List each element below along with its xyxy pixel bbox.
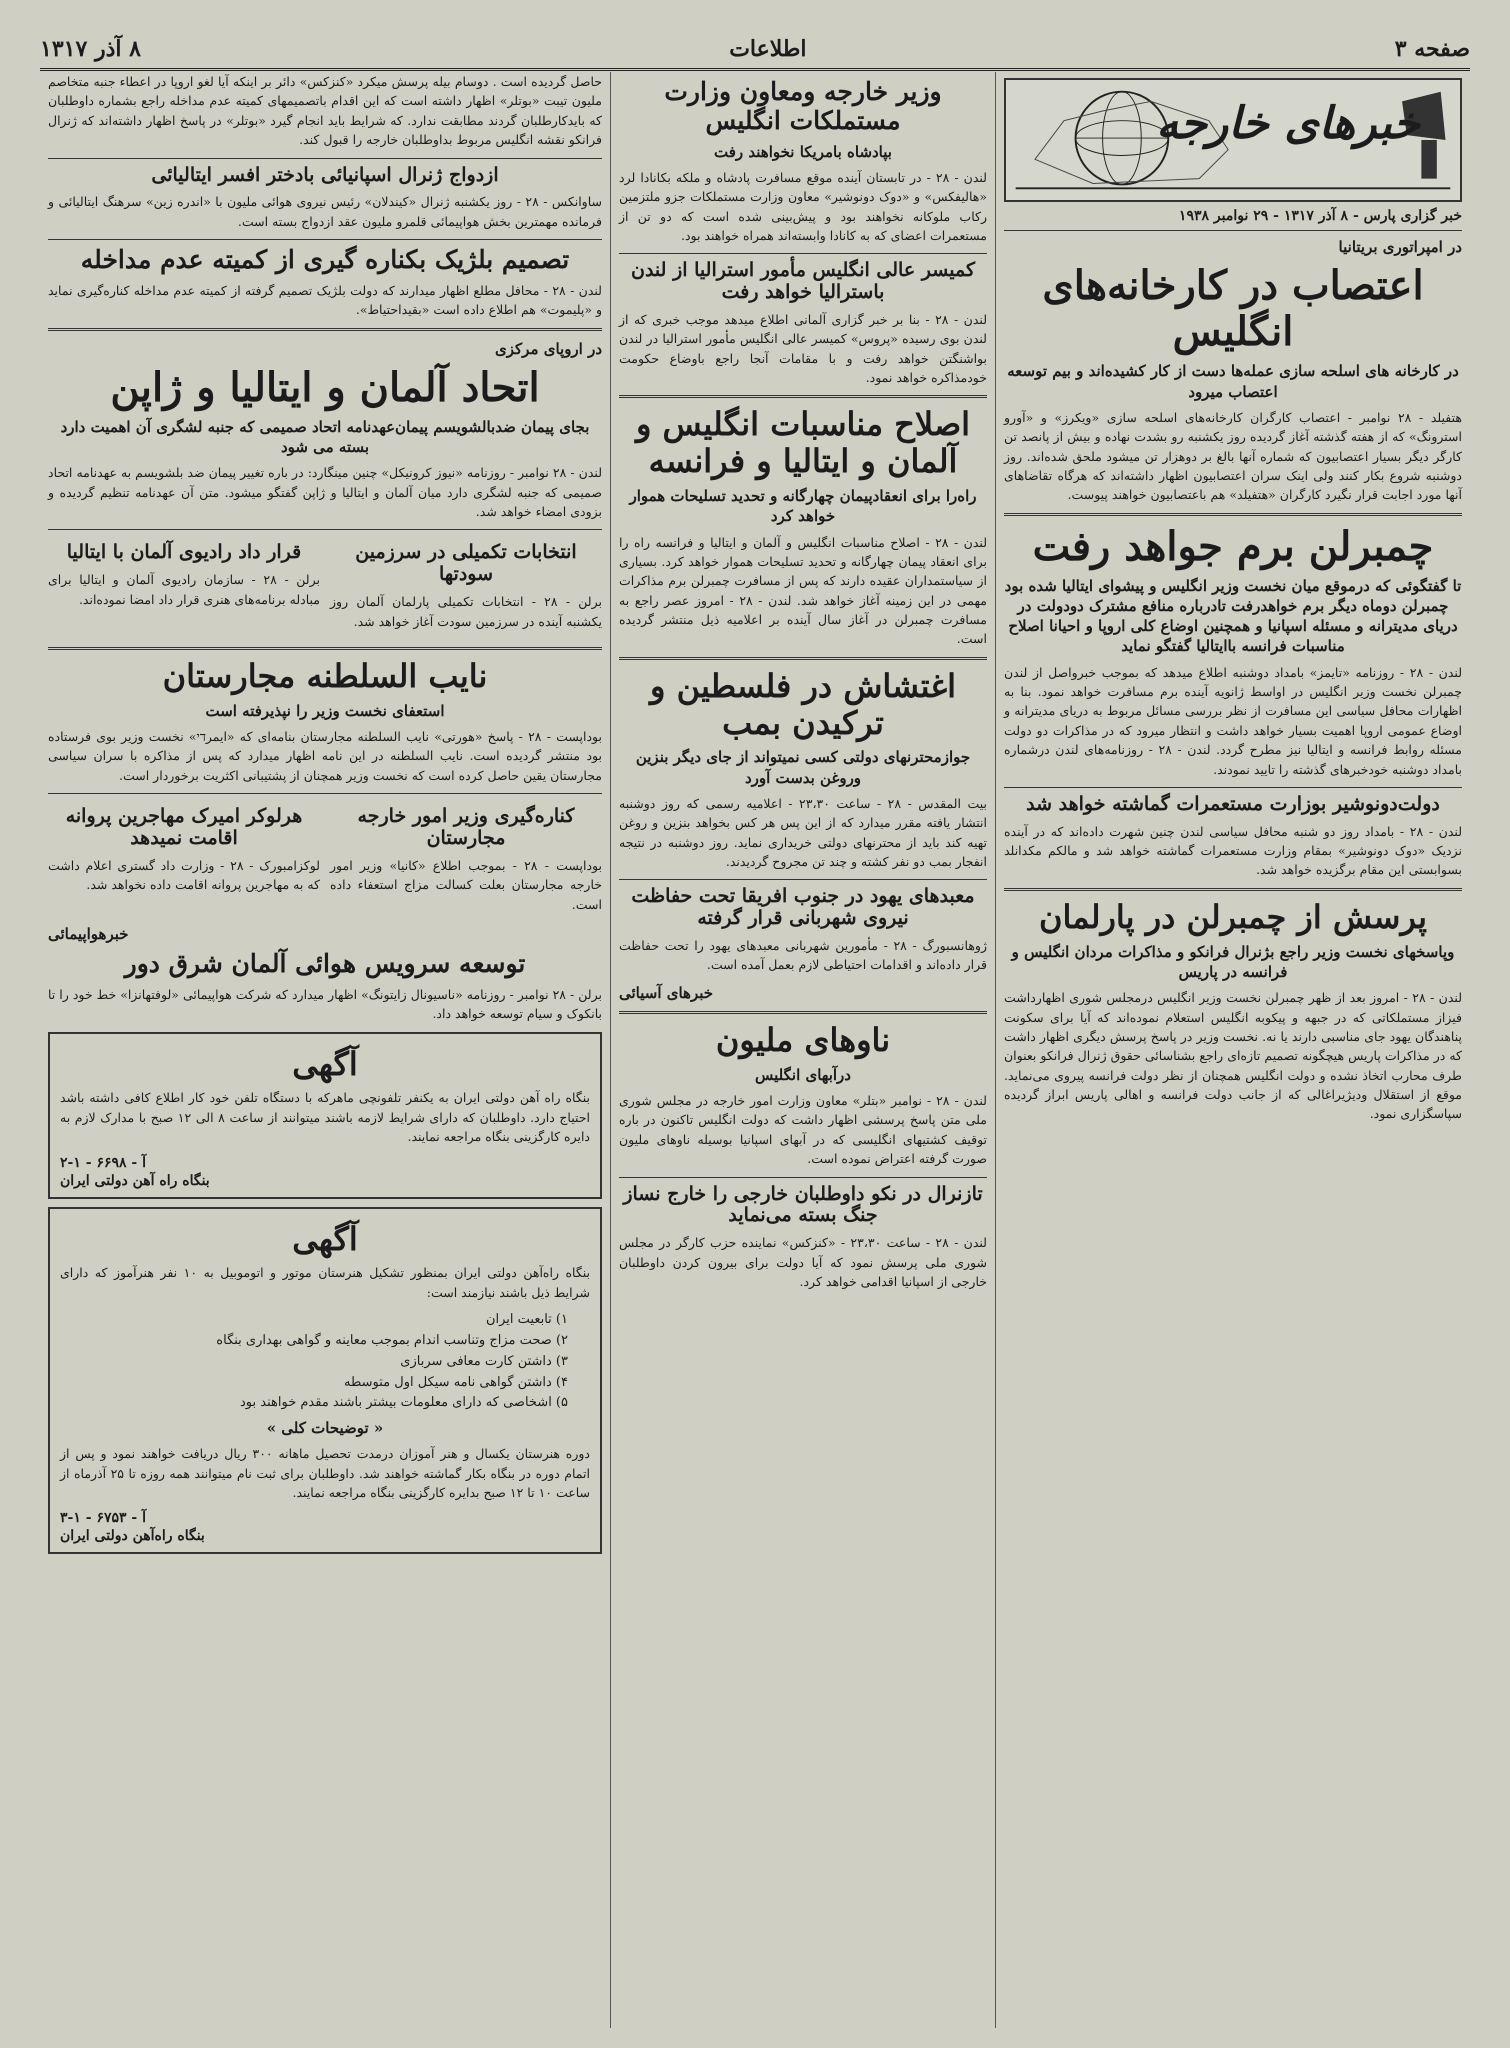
headline-strike: اعتصاب در کارخانه‌های انگلیس [1042, 262, 1424, 356]
bureau-line: خبر گزاری پارس - ۸ آذر ۱۳۱۷ - ۲۹ نوامبر ۱۹۳۸ [1178, 208, 1462, 224]
article-marriage: ساوانکس - ۲۸ - روز یکشنبه ژنرال «کیندلان» رئیس نیروی هوائی ملیون با «اندره زین» سرهنگ ایتالیائی و فرمانده مهمترین بخش هواپیمائی قلمرو ملیون عقد ازدواج بسته است. [48, 194, 603, 229]
subhead-axis-alliance: بجای پیمان ضدبالشویسم پیمان‌عهدنامه اتحاد صمیمی که جنبه لشگری آن اهمیت دارد بسته می شود [60, 417, 590, 457]
article-strike: هتفیلد - ۲۸ نوامبر - اعتصاب کارگران کارخانه‌های اسلحه سازی «ویکرز» و «آورو استرونگ» که از هفته گذشته آغاز گردیده روز یکشنبه رو بشدت نهاده و بیش از پانصد تن کارگر دیگر بسیار اعتصابیون که شماره آنها بالغ بر دوهزار تن میشود ملحق شده‌اند. روز دوشنبه شروع بکار کنند ولی اینک سران اعتصابیون اظهار داشته‌اند که هرگاه تقاضاهای آنها مورد اجابت قرار نگیرد کارگران «هتفیلد» هم باعتصابیون خواهند پیوست. [1004, 409, 1462, 503]
subhead-nationalist-ships: درآبهای انگلیس [755, 1065, 851, 1084]
article-hungary: بوداپست - ۲۸ - پاسخ «هورتی» نایب السلطنه مجارستان بنامه‌ای که «ایمرדי» نخست وزیر بوی فرستاده بود منتشر گردیده است. نایب السلطنه در این نامه اظهار میدارد که پس از مذاکره با سران سیاسی مجارستان یقین حاصل کرده است که نخست وزیر همچنان از پشتیبانی اکثریت برخوردار است. [48, 728, 602, 783]
advertisement-1 [48, 1032, 602, 1199]
headline-radio: قرار داد رادیوی آلمان با ایتالیا [66, 541, 302, 564]
article-radio: برلن - ۲۸ - سازمان رادیوی آلمان و ایتالیا برای مبادله برنامه‌های هنری قرار داد امضا نموده‌اند. [48, 572, 320, 607]
list-item: ۲) صحت مزاج وتناسب اندام بموجب معاینه و گواهی بهداری بنگاه [216, 1332, 568, 1348]
article-franco-volunteers: لندن - ۲۸ - ساعت ۲۳،۳۰ - «کنزکس» نماینده حزب کارگر در مجلس شوری ملی پرسش نمود که آیا دولت برای بیرون کردن داوطلبان خارجی از اسپانیا اقدامی خواهد کرد. [619, 1235, 987, 1290]
headline-air-service: توسعه سرویس هوائی آلمان شرق دور [124, 949, 526, 979]
headline-nationalist-ships: ناوهای ملیون [715, 1021, 891, 1060]
ad1-text: بنگاه راه آهن دولتی ایران به یکنفر تلفونچی ماهرکه با دستگاه تلفن خود کار اطلاع کافی داشته باشد احتیاج دارد. داوطلبان که دارای شرایط لازمه باشند میتوانند از ساعت ۸ الی ۱۲ صبح با مدارک لازم به دایره کارگزینی بنگاه مراجعه نمایند. [60, 1090, 590, 1145]
article-palestine: بیت المقدس - ۲۸ - ساعت ۲۳،۳۰ - اعلامیه رسمی که روز دوشنبه انتشار یافته مقرر میدارد که از این پس هر کس بخواهد بنزین و روغن تهیه کند باید از محترنهای دولتی خریداری نماید. روز دوشنبه در نتیجه انفجار بمب دو نفر کشته و چند تن مجروح گردیدند. [619, 795, 987, 869]
ad1-title: آگهی [292, 1044, 358, 1083]
paper-name: اطلاعات [729, 36, 807, 62]
ad1-ref: آ - ۶۶۹۸ - ۱-۲ [60, 1154, 146, 1171]
article-relations: لندن - ۲۸ - اصلاح مناسبات انگلیس و آلمان و ایتالیا و فرانسه راه را برای انعقاد پیمان چهارگانه و تحدید تسلیحات هموار خواهد کرد. بسیاری از سیاستمداران عقیده دارند که پس از مسافرت چمبرلن برم مذاکرات مهمی در این زمینه آغاز خواهد شد. لندن - ۲۸ - امروز عصر راجع به مسافرت چمبرلن در آغاز سال آینده بر اعلامیه ذیل منتشر گردیده است. [619, 534, 988, 647]
article-belgium: لندن - ۲۸ - محافل مطلع اظهار میدارند که دولت بلژیک تصمیم گرفته از کمیته عدم مداخله کناره‌گیری نماید و «پلیموت» هم اطلاع داده است «بقیداحتیاط». [48, 282, 602, 318]
headline-south-africa: معبدهای یهود در جنوب افریقا تحت حفاظت نیروی شهربانی قرار گرفته [631, 885, 975, 930]
kicker-central-europe: در اروپای مرکزی [495, 339, 602, 358]
ad2-note-title: « توضیحات کلی » [266, 1419, 384, 1438]
article-south-africa: ژوهانسبورگ - ۲۸ - مأمورین شهربانی معبدهای یهود را تحت حفاظت قرار داده‌اند و اقدامات احتیاطی لازم بعمل آمده است. [619, 938, 987, 973]
ad2-title: آگهی [292, 1219, 358, 1258]
headline-palestine: اغتشاش در فلسطین و ترکیدن بمب [650, 666, 956, 742]
subhead-strike: در کارخانه های اسلحه سازی عمله‌ها دست از کار کشیده‌اند و بیم توسعه اعتصاب میرود [1007, 362, 1459, 401]
article-commissioner: لندن - ۲۸ - بنا بر خبر گزاری آلمانی اطلاع میدهد موجب خبری که از لندن بوی رسیده «پروس» کمیسر عالی انگلیس مأمور استرالیا در لندن بواشنگتن خواهد رفت و با مقامات آنجا راجع باوضاع حکومت خودمذاکره خواهد نمود. [619, 311, 988, 386]
ad1-sign: بنگاه راه آهن دولتی ایران [60, 1172, 210, 1189]
two-column-briefs-2 [48, 800, 602, 922]
headline-hungary: نایب السلطنه مجارستان [162, 656, 488, 695]
article-axis-alliance: لندن - ۲۸ نوامبر - روزنامه «نیوز کرونیکل» چنین مینگارد: در باره تغییر پیمان ضد بلشویسم به عهدنامه اتحاد صمیمی که جنبه لشگری دارد میان آلمان و ایتالیا و ژاپن گفتگو میشود. متن آن عهدنامه تنظیم گردیده و بزودی امضاء خواهد شد. [48, 465, 602, 520]
kicker: در امپراتوری بریتانیا [1338, 238, 1462, 256]
subhead-foreign-minister: بپادشاه بامریکا نخواهند رفت [714, 142, 892, 161]
article-colonies: لندن - ۲۸ - بامداد روز دو شنبه محافل سیاسی لندن چنین شهرت داده‌اند که در آینده نزدیک «دوک دونوشیر» بمقام وزارت مستعمرات گماشته خواهد شد و مالکم مکدانلد بسوابستی این مقام برگزیده خواهد شد. [1004, 823, 1463, 878]
subhead-palestine: جوازمحترنهای دولتی کسی نمیتواند از جای دیگر بنزین وروغن بدست آورد [635, 748, 971, 787]
column-middle [610, 72, 995, 2028]
list-item: ۴) داشتن گواهی نامه سیکل اول متوسطه [344, 1374, 568, 1390]
column-left [40, 72, 610, 2028]
asia-news-tag: خبرهای آسیائی [619, 983, 714, 1002]
headline-relations: اصلاح مناسبات انگلیس و آلمان و ایتالیا و فرانسه [635, 405, 971, 481]
subhead-hungary: استعفای نخست وزیر را نپذیرفته است [205, 701, 445, 720]
advertisement-2 [48, 1207, 602, 1555]
article-chamberlain-rome: لندن - ۲۸ - روزنامه «تایمز» بامداد دوشنبه اطلاع میدهد که بموجب خبرواصل از لندن چمبرلن نخست وزیر انگلیس در اواسط ژانویه آینده برم مسافرت خواهد نمود. بنا به اظهارات محافل سیاسی این مسافرت از نظر بررسی مسائل مربوط به دریای مدیترانه و اوضاع عمومی اروپا اهمیت بسیار خواهد داشت و انتظار میرود که در مذاکرات دو دولت مسئله روابط فرانسه و ایتالیا نیز مطرح گردد. لندن - ۲۸ - روزنامه‌های لندن درشماره بامداد دوشنبه خودخبرهای گذشته را تایید نمودند. [1004, 664, 1462, 777]
ad2-ref: آ - ۶۷۵۳ - ۱-۳ [60, 1510, 146, 1527]
list-item: ۱) تابعیت ایران [485, 1312, 568, 1328]
article-luxembourg: لوکزامبورک - ۲۸ - وزارت داد گستری اعلام داشت که به مهاجرین پروانه اقامت داده نخواهد شد. [48, 857, 320, 893]
page-header [40, 30, 1470, 71]
ad2-intro: بنگاه راه‌آهن دولتی ایران بمنظور تشکیل هنرستان موتور و اتوموبیل به ۱۰ نفر هنرآموز که دارای شرایط ذیل باشند نیازمند است: [60, 1265, 590, 1300]
column-right [995, 72, 1470, 2028]
foreign-news-logo [1004, 78, 1462, 202]
aviation-news-tag: خبرهواپیمائی [48, 924, 129, 943]
headline-hungary-fm: کناره‌گیری وزیر امور خارجه مجارستان [357, 805, 575, 849]
issue-date: ۸ آذر ۱۳۱۷ [40, 36, 141, 62]
headline-foreign-minister: وزیر خارجه ومعاون وزارت مستملکات انگلیس [664, 77, 942, 135]
article-hungary-fm: بوداپست - ۲۸ - بموجب اطلاع «کانیا» وزیر امور خارجه مجارستان بعلت کسالت مزاج استعفاء داده است. [330, 857, 602, 912]
article-parliament: لندن - ۲۸ - امروز بعد از ظهر چمبرلن نخست وزیر انگلیس درمجلس شوری اظهارداشت فیزاز مستملکاتی که در جبهه و پیکوبه انگلیس استعلام نموده‌اند که آیا برای سکونت پناهندگان یهود جای مناسبی دارند یا نه. نخست وزیر در پاسخ پرسش دیگری اظهار داشت که در مذاکرات پاریس هیچگونه تصمیم تازه‌ای راجع بشناسائی حقوق ژنرال فرانکو بعنوان طرف محارب اتخاذ نشده و دولت انگلیس همچنان از نظر دولت فرانسه پیروی می‌نماید. موقع از استقلال ودیژیراغالی که از جانب دولت فرانسه و اهالی پاریس ابراز گردیده سپاسگزاری نمود. [1004, 990, 1463, 1122]
ad2-requirements [60, 1310, 590, 1414]
ad2-note: دوره هنرستان یکسال و هنر آموزان درمدت تحصیل ماهانه ۳۰۰ ریال دریافت خواهند نمود و پس از اتمام دوره در بنگاه بکار گماشته خواهند شد. داوطلبان برای ثبت نام میتوانند همه روزه تا ۲۵ آذرماه از ساعت ۱۰ تا ۱۲ صبح بدایره کارگزینی بنگاه مراجعه نمایند. [60, 1446, 590, 1501]
subhead-parliament: وپاسخهای نخست وزیر راجع بژنرال فرانکو و مذاکرات مردان انگلیس و فرانسه در پاریس [1011, 942, 1455, 981]
article-sudeten: برلن - ۲۸ - انتخابات تکمیلی پارلمان آلمان روز یکشنبه آینده در سرزمین سودت آغاز خواهد شد. [330, 594, 602, 629]
page-label: صفحه ۳ [1394, 36, 1470, 62]
headline-belgium: تصمیم بلژیک بکناره گیری از کمیته عدم مداخله [80, 245, 570, 275]
headline-marriage: ازدواج ژنرال اسپانیائی بادختر افسر ایتالیائی [151, 163, 499, 186]
two-column-briefs [48, 536, 602, 638]
headline-commissioner: کمیسر عالی انگلیس مأمور استرالیا از لندن باسترالیا خواهد رفت [631, 259, 975, 304]
headline-chamberlain-rome: چمبرلن برم جواهد رفت [1032, 522, 1434, 570]
subhead-relations: راه‌را برای انعقادپیمان چهارگانه و تحدید تسلیحات هموار خواهد کرد [629, 487, 977, 526]
headline-sudeten: انتخابات تکمیلی در سرزمین سودتها [355, 541, 577, 586]
list-item: ۵) اشخاصی که دارای معلومات بیشتر باشند مقدم خواهند بود [240, 1395, 568, 1411]
ad2-sign: بنگاه راه‌آهن دولتی ایران [60, 1528, 205, 1545]
article-continued: حاصل گردیده است . دوسام بیله پرسش میکرد «کنزکس» دائر بر اینکه آیا لغو اروپا در اعطاء جنبه متخاصم ملیون تیبت «بوتلر» اظهار داشته است که این اقدام باتصمیمهای کمیته عدم مداخله راجع بشماره داوطلبان که بایدکارطلبان گردند مطابقت ندارد. که شرایط باید انجام گیرد «بوتلر» در پاسخ اظهار داشته‌اند که ژنرال فرانکو نقشه انگلیس مربوط بداوطلبان خارجه را قبول کند. [48, 74, 602, 148]
headline-axis-alliance: اتحاد آلمان و ایتالیا و ژاپن [110, 363, 540, 411]
article-nationalist-ships: لندن - ۲۸ - نوامبر «بتلر» معاون وزارت امور خارجه در مجلس شوری ملی متن پاسخ پرسشی اظهار داشت که دولت انگلیس تاکنون در باره توقیف کشتیهای انگلیسی که در آبهای اسپانیا بوسیله ناوهای ملیون صورت گرفته اعتراض نموده است. [619, 1093, 987, 1167]
list-item: ۳) داشتن کارت معافی سربازی [400, 1353, 568, 1369]
headline-colonies: دولت‌دونوشیر بوزارت مستعمرات گماشته خواهد شد [1026, 792, 1440, 815]
section-title: خبرهای خارجه [1156, 98, 1420, 149]
article-air-service: برلن - ۲۸ نوامبر - روزنامه «ناسیونال زایتونگ» اظهار میدارد که شرکت هواپیمائی «لوفتهانزا» خط خود را تا بانکوک و سیام توسعه خواهد داد. [48, 986, 602, 1022]
headline-parliament: پرسش از چمبرلن در پارلمان [1038, 897, 1428, 936]
headline-luxembourg: هرلوکر امیرک مهاجرین پروانه اقامت نمیدهد [65, 805, 303, 849]
article-foreign-minister: لندن - ۲۸ - در تابستان آینده موقع مسافرت پادشاه و ملکه بکانادا لرد «هالیفکس» و «دوک دونوشیر» معاون وزارت مستملکات جزو ملتزمین رکاب ملوکانه نخواهند بود و پیش‌بینی شده است که دو تن از مستعمرات اعضای که به کانادا وابسته‌اند همراه خواهند بود. [619, 169, 987, 243]
subhead-chamberlain-rome: تا گفتگوئی که درموقع میان نخست وزیر انگلیس و پیشوای ایتالیا شده بود چمبرلن دوماه دیگر برم خواهدرفت تادرباره منافع مشترک دودولت در دریای مدیترانه و مسئله اسپانیا و همچنین اوضاع کلی اروپا و احیانا اصلاح مناسبات فرانسه باایتالیا گفتگو نماید [1004, 576, 1462, 656]
headline-franco-volunteers: تازنرال در نکو داوطلبان خارجی را خارج نساز جنگ بسته می‌نماید [623, 1182, 983, 1227]
